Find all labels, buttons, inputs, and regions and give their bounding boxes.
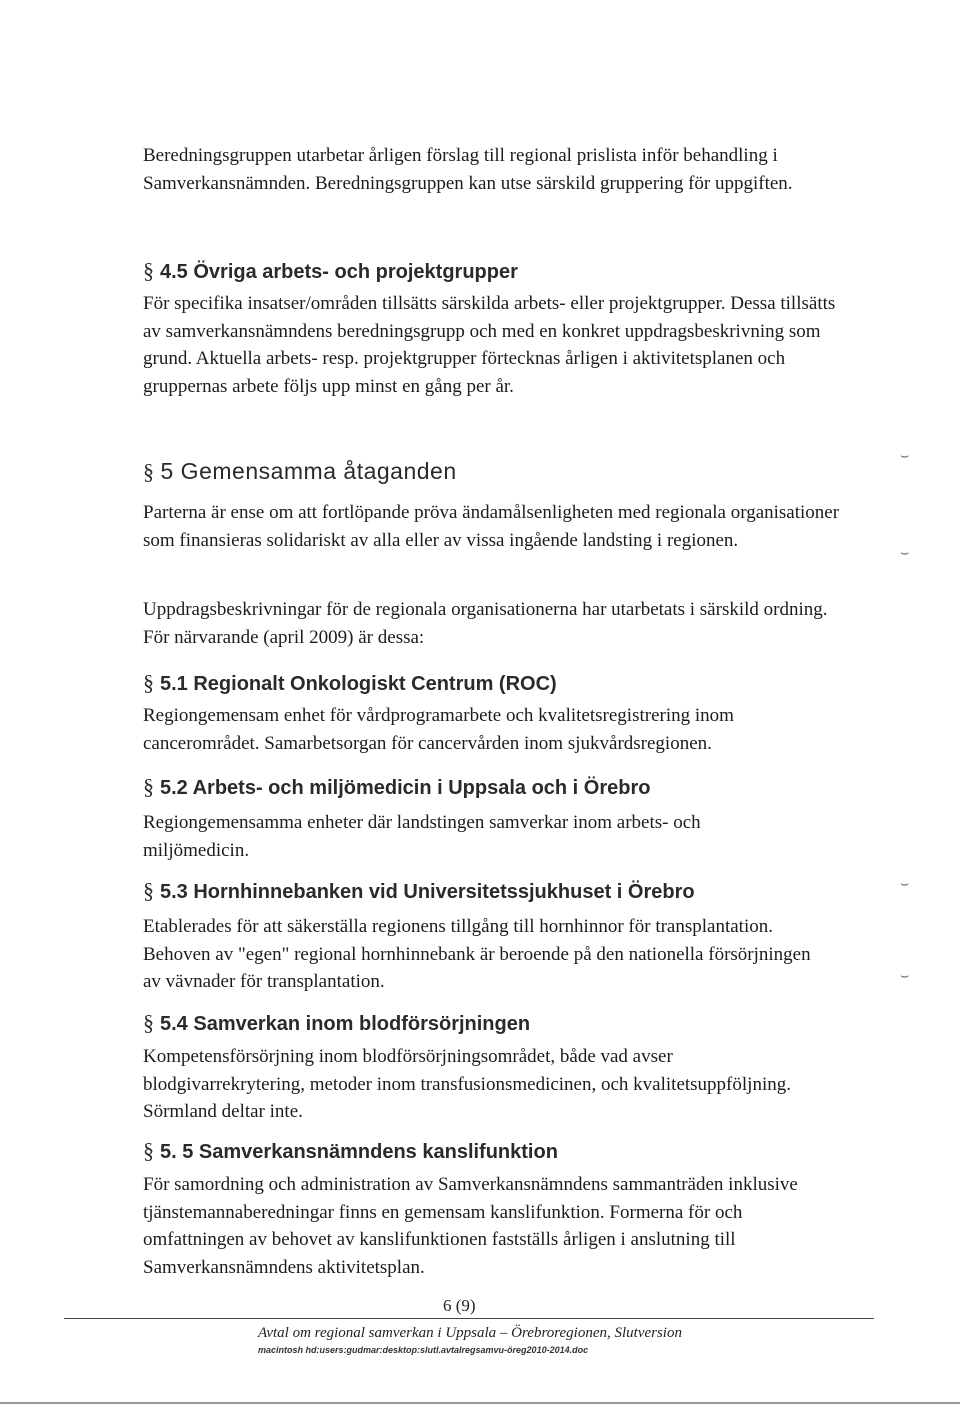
heading-4-5 [143,258,518,284]
margin-mark: ⌣ [900,876,910,892]
paragraph-kanslifunktion: För samordning och administration av Samverkansnämndens sammanträden inklusive tjänstemannaberedningar finns en gemensam kanslifunktion. Formerna för och omfattningen av behovet av kanslifunktionen fastställs årligen i anslutning till Samverkansnämndens aktivitetsplan. [143,1174,798,1278]
margin-mark: ⌣ [900,968,910,984]
margin-mark: ⌣ [900,448,910,464]
section-symbol: § [143,1010,154,1035]
section-symbol: § [143,774,154,799]
heading-5-4 [143,1010,530,1036]
heading-5-3-text: 5.3 Hornhinnebanken vid Universitetssjukhuset i Örebro [160,881,695,903]
page-number: 6 (9) [443,1296,476,1315]
section-symbol: § [143,258,154,283]
heading-4-5-text: 4.5 Övriga arbets- och projektgrupper [160,261,518,283]
section-symbol: § [143,459,155,484]
footer-divider [64,1318,874,1319]
paragraph-beredningsgrupp: Beredningsgruppen utarbetar årligen förslag till regional prislista inför behandling i Samverkansnämnden. Beredningsgruppen kan utse särskild gruppering för uppgiften. [143,145,793,194]
heading-5-2-text: 5.2 Arbets- och miljömedicin i Uppsala och i Örebro [160,777,651,799]
heading-5 [143,458,457,485]
scan-edge [0,1402,960,1404]
footer-file-path: macintosh hd:users:gudmar:desktop:slutl.avtalregsamvu-öreg2010-2014.doc [258,1345,589,1355]
section-symbol: § [143,670,154,695]
section-symbol: § [143,878,154,903]
heading-5-2 [143,774,650,800]
paragraph-miljomedicin: Regiongemensamma enheter där landstingen samverkar inom arbets- och miljömedicin. [143,812,701,861]
paragraph-roc: Regiongemensam enhet för vårdprogramarbete och kvalitetsregistrering inom cancerområdet. Samarbetsorgan för cancervården inom sjukvårdsregionen. [143,705,734,754]
heading-5-3 [143,878,695,904]
paragraph-hornhinnebank: Etablerades för att säkerställa regionens tillgång till hornhinnor för transplantation. Behoven av "egen" regional hornhinnebank är beroende på den nationella försörjningen av vävnader för transplantation. [143,916,811,992]
paragraph-uppdragsbeskrivningar: Uppdragsbeskrivningar för de regionala organisationerna har utarbetats i särskild ordning. För närvarande (april 2009) är dessa: [143,599,828,648]
heading-5-5-text: 5. 5 Samverkansnämndens kanslifunktion [160,1141,558,1163]
margin-mark: ⌣ [900,545,910,561]
paragraph-parterna: Parterna är ense om att fortlöpande pröva ändamålsenligheten med regionala organisationer som finansieras solidariskt av alla eller av vissa ingående landsting i regionen. [143,502,840,551]
heading-5-1-text: 5.1 Regionalt Onkologiskt Centrum (ROC) [160,673,557,695]
footer-title: Avtal om regional samverkan i Uppsala – Örebroregionen, Slutversion [258,1325,682,1341]
paragraph-blodforsorjning: Kompetensförsörjning inom blodförsörjningsområdet, både vad avser blodgivarrekrytering, metoder inom transfusionsmedicinen, och kvalitetsuppföljning. Sörmland deltar inte. [143,1046,791,1122]
heading-5-1 [143,670,557,696]
section-symbol: § [143,1138,154,1163]
heading-5-5 [143,1138,558,1164]
heading-5-4-text: 5.4 Samverkan inom blodförsörjningen [160,1013,531,1035]
paragraph-arbetsgrupper: För specifika insatser/områden tillsätts särskilda arbets- eller projektgrupper. Dessa tillsätts av samverkansnämndens beredningsgrupp och med en konkret uppdragsbeskrivning som grund. Aktuella arbets- resp. projektgrupper förtecknas årligen i aktivitetsplanen och gruppernas arbete följs upp minst en gång per år. [143,293,836,397]
heading-5-text: 5 Gemensamma åtaganden [160,458,457,484]
